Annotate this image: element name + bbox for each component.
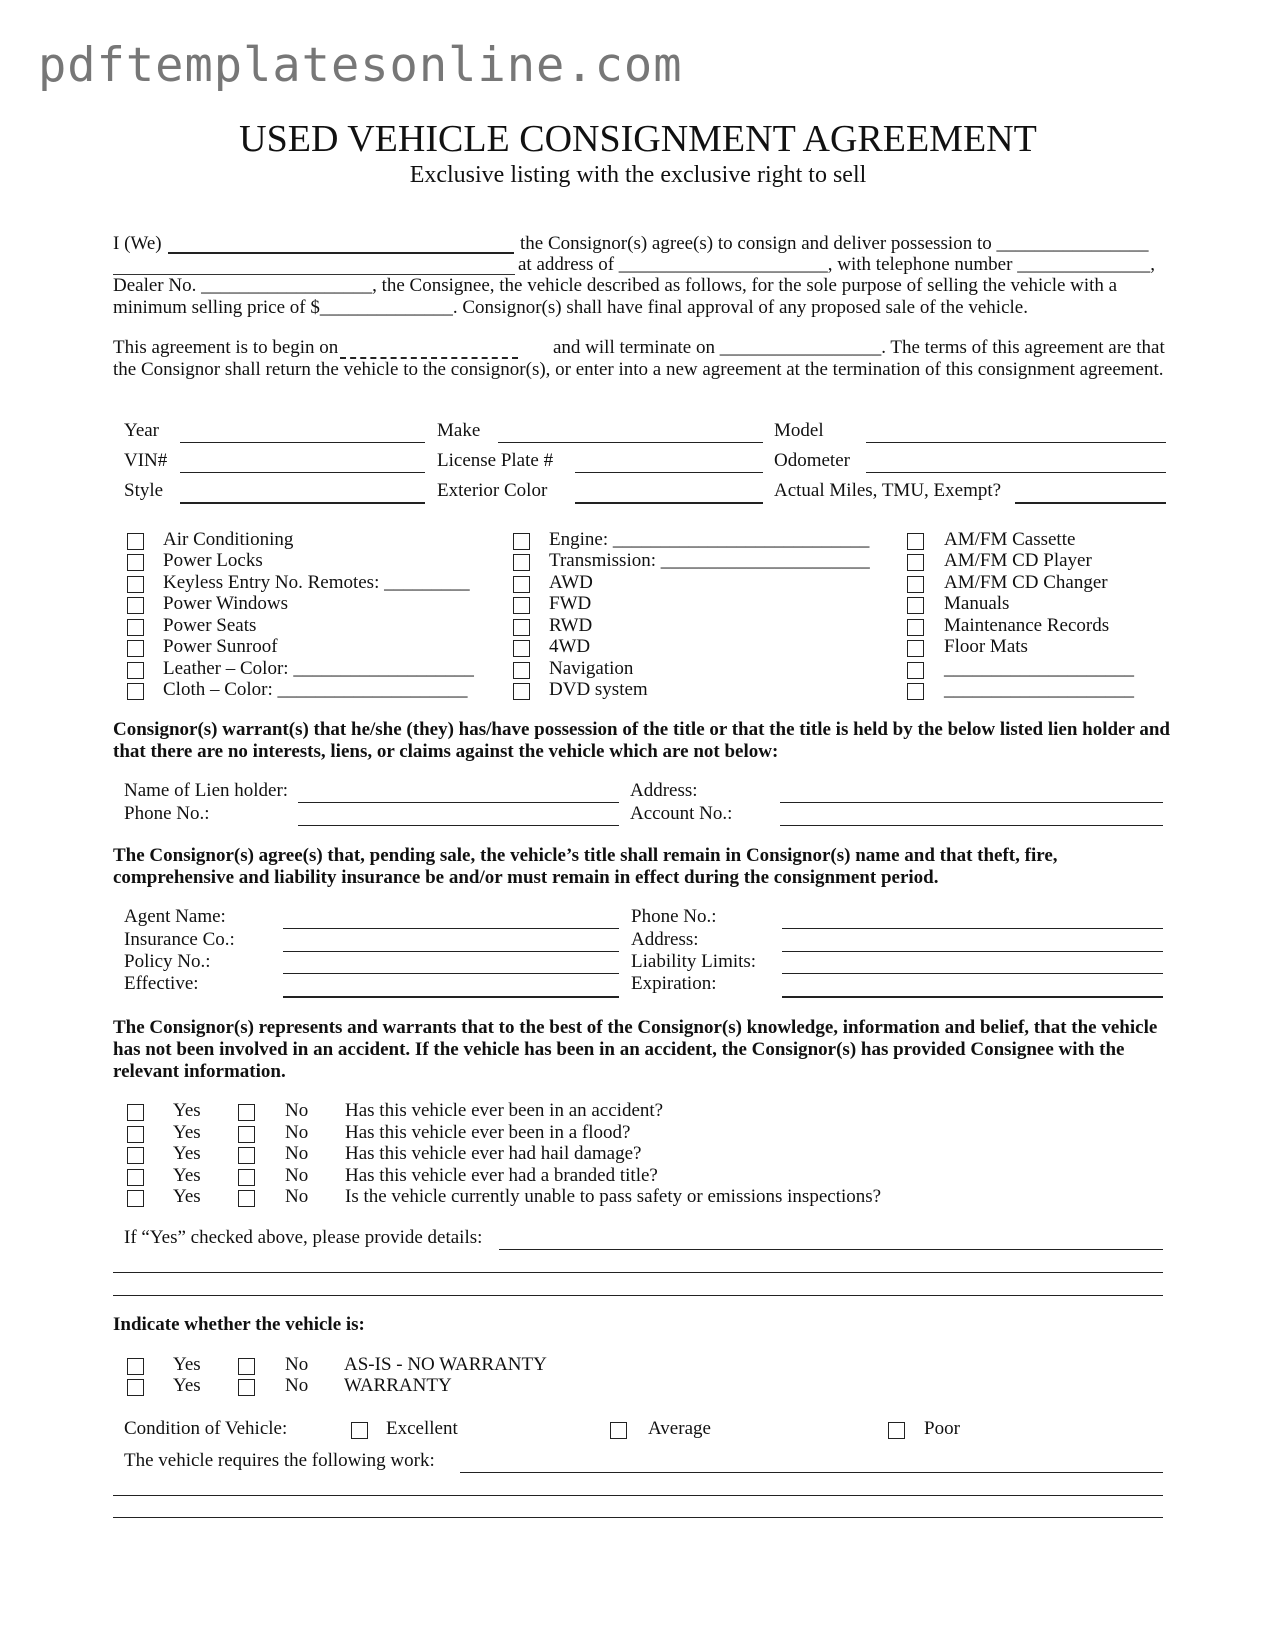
label-ins-company: Insurance Co.: — [124, 929, 235, 950]
poor-label: Poor — [924, 1418, 960, 1439]
option-label: AWD — [549, 572, 593, 593]
option-label: AM/FM CD Player — [944, 550, 1092, 571]
checkbox-option[interactable] — [513, 619, 530, 636]
label-lien-account: Account No.: — [630, 803, 733, 824]
checkbox-no[interactable] — [238, 1169, 255, 1186]
label-year: Year — [124, 420, 160, 441]
intro-begin: This agreement is to begin on — [113, 337, 339, 358]
checkbox-yes[interactable] — [127, 1190, 144, 1207]
checkbox-option[interactable] — [513, 576, 530, 593]
question-text: Is the vehicle currently unable to pass safety or emissions inspections? — [345, 1186, 882, 1207]
label-lien-address: Address: — [630, 780, 698, 801]
plate-field[interactable] — [575, 472, 763, 473]
asis-label: AS-IS - NO WARRANTY — [344, 1354, 547, 1375]
details-label: If “Yes” checked above, please provide details: — [124, 1227, 483, 1248]
intro-return: the Consignor shall return the vehicle to the consignor(s), or enter into a new agreement at the termination of this consignment agreement. — [113, 359, 1164, 380]
checkbox-option[interactable] — [513, 662, 530, 679]
option-label: Transmission: ______________________ — [549, 550, 870, 571]
checkbox-option[interactable] — [907, 662, 924, 679]
work-field[interactable] — [460, 1472, 1163, 1473]
checkbox-option[interactable] — [907, 533, 924, 550]
question-text: Has this vehicle ever had a branded title? — [345, 1165, 658, 1186]
expiration-field[interactable] — [782, 996, 1163, 998]
ins-address-field[interactable] — [782, 951, 1163, 952]
label-ins-phone: Phone No.: — [631, 906, 717, 927]
label-ins-address: Address: — [631, 929, 699, 950]
excellent-label: Excellent — [386, 1418, 458, 1439]
document-title: USED VEHICLE CONSIGNMENT AGREEMENT — [239, 118, 1037, 160]
work-label: The vehicle requires the following work: — [124, 1450, 435, 1471]
work-field[interactable] — [113, 1495, 1163, 1496]
checkbox-option[interactable] — [127, 533, 144, 550]
label-expiration: Expiration: — [631, 973, 717, 994]
accident-statement: has not been involved in an accident. If the vehicle has been in an accident, the Consignor(s) has provided Consignee with the — [113, 1039, 1125, 1060]
option-label: 4WD — [549, 636, 591, 657]
checkbox-no[interactable] — [238, 1126, 255, 1143]
accident-statement: The Consignor(s) represents and warrants that to the best of the Consignor(s) knowledge, information and belief, that the vehicle — [113, 1017, 1158, 1038]
average-label: Average — [648, 1418, 711, 1439]
ins-company-field[interactable] — [283, 951, 619, 952]
yes-label: Yes — [173, 1186, 201, 1207]
intro-terminate: and will terminate on _________________. The terms of this agreement are that — [553, 337, 1165, 358]
ins-phone-field[interactable] — [782, 928, 1163, 929]
accident-statement: relevant information. — [113, 1061, 286, 1082]
effective-field[interactable] — [283, 996, 619, 998]
label-vin: VIN# — [124, 450, 168, 471]
label-make: Make — [437, 420, 481, 441]
make-field[interactable] — [498, 442, 763, 443]
warranty-heading: Indicate whether the vehicle is: — [113, 1314, 365, 1335]
option-label: Navigation — [549, 658, 634, 679]
no-label: No — [285, 1122, 309, 1143]
option-label: Air Conditioning — [163, 529, 294, 550]
consignor-name-field[interactable] — [168, 252, 514, 254]
checkbox-option[interactable] — [907, 576, 924, 593]
checkbox-option[interactable] — [907, 554, 924, 571]
option-label: ____________________ — [944, 679, 1134, 700]
lien-statement: Consignor(s) warrant(s) that he/she (they) has/have possession of the title or that the title is held by the below listed lien holder and — [113, 719, 1170, 740]
checkbox-yes[interactable] — [127, 1147, 144, 1164]
model-field[interactable] — [866, 442, 1166, 443]
checkbox-option[interactable] — [513, 554, 530, 571]
option-label: Power Sunroof — [163, 636, 278, 657]
checkbox-poor[interactable] — [888, 1422, 905, 1439]
lien-address-field[interactable] — [780, 802, 1163, 803]
year-field[interactable] — [180, 442, 425, 443]
yes-label: Yes — [173, 1100, 201, 1121]
checkbox-yes[interactable] — [127, 1104, 144, 1121]
label-policy: Policy No.: — [124, 951, 211, 972]
checkbox-yes[interactable] — [127, 1126, 144, 1143]
lien-account-field[interactable] — [780, 825, 1163, 826]
checkbox-option[interactable] — [513, 533, 530, 550]
agent-field[interactable] — [283, 928, 619, 929]
option-label: FWD — [549, 593, 592, 614]
odometer-field[interactable] — [866, 472, 1166, 473]
label-agent: Agent Name: — [124, 906, 226, 927]
option-label: AM/FM CD Changer — [944, 572, 1108, 593]
lien-phone-field[interactable] — [298, 825, 619, 826]
option-label: Power Seats — [163, 615, 257, 636]
lien-statement: that there are no interests, liens, or claims against the vehicle which are not below: — [113, 741, 779, 762]
option-label: Manuals — [944, 593, 1010, 614]
checkbox-option[interactable] — [907, 683, 924, 700]
checkbox-option[interactable] — [127, 662, 144, 679]
option-label: Leather – Color: ___________________ — [163, 658, 474, 679]
details-field[interactable] — [499, 1249, 1163, 1250]
option-label: Power Windows — [163, 593, 289, 614]
ext-color-field[interactable] — [575, 502, 763, 504]
option-label: ____________________ — [944, 658, 1134, 679]
checkbox-option[interactable] — [513, 640, 530, 657]
checkbox-excellent[interactable] — [351, 1422, 368, 1439]
no-label: No — [285, 1375, 309, 1396]
label-actual-miles: Actual Miles, TMU, Exempt? — [774, 480, 1002, 501]
option-label: Floor Mats — [944, 636, 1028, 657]
option-label: Keyless Entry No. Remotes: _________ — [163, 572, 470, 593]
checkbox-option[interactable] — [127, 554, 144, 571]
checkbox-option[interactable] — [513, 683, 530, 700]
checkbox-option[interactable] — [127, 576, 144, 593]
question-text: Has this vehicle ever been in an accident? — [345, 1100, 664, 1121]
lien-name-field[interactable] — [298, 802, 619, 803]
label-lien-name: Name of Lien holder: — [124, 780, 289, 801]
yes-label: Yes — [173, 1122, 201, 1143]
checkbox-no[interactable] — [238, 1379, 255, 1396]
label-limits: Liability Limits: — [631, 951, 757, 972]
option-label: RWD — [549, 615, 593, 636]
checkbox-option[interactable] — [127, 619, 144, 636]
details-field[interactable] — [113, 1295, 1163, 1296]
label-lien-phone: Phone No.: — [124, 803, 210, 824]
intro-address: at address of ______________________, with telephone number ______________, — [518, 254, 1155, 275]
details-field[interactable] — [113, 1272, 1163, 1273]
question-text: Has this vehicle ever been in a flood? — [345, 1122, 631, 1143]
yes-label: Yes — [173, 1165, 201, 1186]
intro-minprice: minimum selling price of $______________. Consignor(s) shall have final approval of any proposed sale of the vehicle. — [113, 297, 1028, 318]
yes-label: Yes — [173, 1143, 201, 1164]
checkbox-option[interactable] — [907, 619, 924, 636]
label-effective: Effective: — [124, 973, 199, 994]
no-label: No — [285, 1165, 309, 1186]
label-ext-color: Exterior Color — [437, 480, 548, 501]
no-label: No — [285, 1143, 309, 1164]
checkbox-option[interactable] — [513, 597, 530, 614]
no-label: No — [285, 1186, 309, 1207]
intro-dealer: Dealer No. __________________, the Consignee, the vehicle described as follows, for the sole purpose of selling the vehicle with a — [113, 275, 1118, 296]
document-subtitle: Exclusive listing with the exclusive right to sell — [409, 162, 867, 188]
option-label: Engine: ___________________________ — [549, 529, 870, 550]
question-text: Has this vehicle ever had hail damage? — [345, 1143, 642, 1164]
checkbox-no[interactable] — [238, 1190, 255, 1207]
policy-field[interactable] — [283, 973, 619, 974]
checkbox-yes[interactable] — [127, 1358, 144, 1375]
option-label: Maintenance Records — [944, 615, 1110, 636]
checkbox-no[interactable] — [238, 1104, 255, 1121]
vin-field[interactable] — [180, 472, 425, 473]
condition-label: Condition of Vehicle: — [124, 1418, 288, 1439]
intro-i-we: I (We) — [113, 233, 162, 254]
checkbox-option[interactable] — [127, 640, 144, 657]
actual-miles-field[interactable] — [1015, 502, 1166, 504]
checkbox-yes[interactable] — [127, 1379, 144, 1396]
checkbox-option[interactable] — [907, 597, 924, 614]
checkbox-no[interactable] — [238, 1358, 255, 1375]
option-label: AM/FM Cassette — [944, 529, 1076, 550]
watermark: pdftemplatesonline.com — [38, 38, 683, 93]
option-label: Power Locks — [163, 550, 263, 571]
yes-label: Yes — [173, 1375, 201, 1396]
warranty-label: WARRANTY — [344, 1375, 452, 1396]
option-label: DVD system — [549, 679, 648, 700]
style-field[interactable] — [180, 502, 425, 504]
checkbox-option[interactable] — [127, 597, 144, 614]
work-field[interactable] — [113, 1517, 1163, 1518]
checkbox-yes[interactable] — [127, 1169, 144, 1186]
label-model: Model — [774, 420, 824, 441]
no-label: No — [285, 1354, 309, 1375]
label-plate: License Plate # — [437, 450, 554, 471]
no-label: No — [285, 1100, 309, 1121]
checkbox-no[interactable] — [238, 1147, 255, 1164]
limits-field[interactable] — [782, 973, 1163, 974]
label-style: Style — [124, 480, 164, 501]
label-odometer: Odometer — [774, 450, 850, 471]
insurance-statement: The Consignor(s) agree(s) that, pending sale, the vehicle’s title shall remain in Consignor(s) name and that theft, fire, — [113, 845, 1058, 866]
checkbox-average[interactable] — [610, 1422, 627, 1439]
option-label: Cloth – Color: ____________________ — [163, 679, 468, 700]
intro-agree: the Consignor(s) agree(s) to consign and deliver possession to ________________ — [520, 233, 1149, 254]
checkbox-option[interactable] — [127, 683, 144, 700]
checkbox-option[interactable] — [907, 640, 924, 657]
insurance-statement: comprehensive and liability insurance be and/or must remain in effect during the consignment period. — [113, 867, 939, 888]
yes-label: Yes — [173, 1354, 201, 1375]
